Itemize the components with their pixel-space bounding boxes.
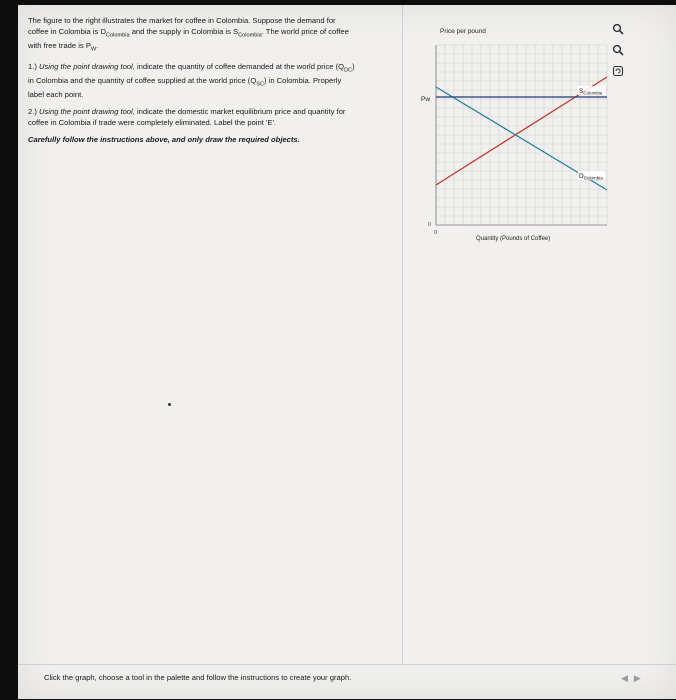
pw-label: Pw xyxy=(421,96,431,103)
step-2: 2.) Using the point drawing tool, indicate the domestic market equilibrium price and quantity for coffee in Colombia if trade were completely eliminated. Label the point 'E'. xyxy=(28,107,346,127)
footer-divider xyxy=(18,664,676,665)
graph-area[interactable] xyxy=(404,25,614,255)
svg-text:DColombia: $D_{Colombia}$ xyxy=(579,173,603,181)
reset-icon[interactable] xyxy=(610,63,626,79)
question-page xyxy=(18,5,676,699)
origin-y-tick: 0 xyxy=(428,222,432,228)
coffee-market-graph[interactable] xyxy=(404,25,614,255)
pane-divider xyxy=(402,5,403,665)
y-axis-label: Price per pound xyxy=(440,28,486,35)
x-axis-label: Quantity (Pounds of Coffee) xyxy=(476,236,551,242)
zoom-out-icon[interactable] xyxy=(610,42,626,58)
chevron-right-icon[interactable]: ▶ xyxy=(633,673,647,683)
question-text xyxy=(28,16,358,153)
footer-instruction: Click the graph, choose a tool in the palette and follow the instructions to create your graph. xyxy=(44,673,352,682)
origin-x-tick: 0 xyxy=(434,230,438,236)
supply-label xyxy=(578,86,605,96)
step-1: 1.) Using the point drawing tool, indicate the quantity of coffee demanded at the world price $(Q_{DC})$ in Colombia and the quantity of coffee supplied at the world price $(Q_{SC})$ in Colombia. Properly label each point. xyxy=(28,61,355,99)
zoom-in-icon[interactable] xyxy=(610,21,626,37)
intro-paragraph: The figure to the right illustrates the market for coffee in Colombia. Suppose the demand for coffee in Colombia is $D_{Colombia}$ and the supply in Colombia is $S_{Colombia}$. The world price of coffee with free trade is $P_W$. xyxy=(28,16,349,53)
demand-label xyxy=(578,171,605,181)
svg-text:SColombia: $S_{Colombia}$ xyxy=(579,88,603,96)
grid xyxy=(436,45,607,225)
footer-nav xyxy=(621,673,647,684)
instruction: Carefully follow the instructions above, and only draw the required objects. xyxy=(28,135,300,145)
chevron-left-icon[interactable]: ◀ xyxy=(621,673,634,683)
tool-palette xyxy=(610,21,630,84)
mouse-cursor xyxy=(168,403,171,406)
